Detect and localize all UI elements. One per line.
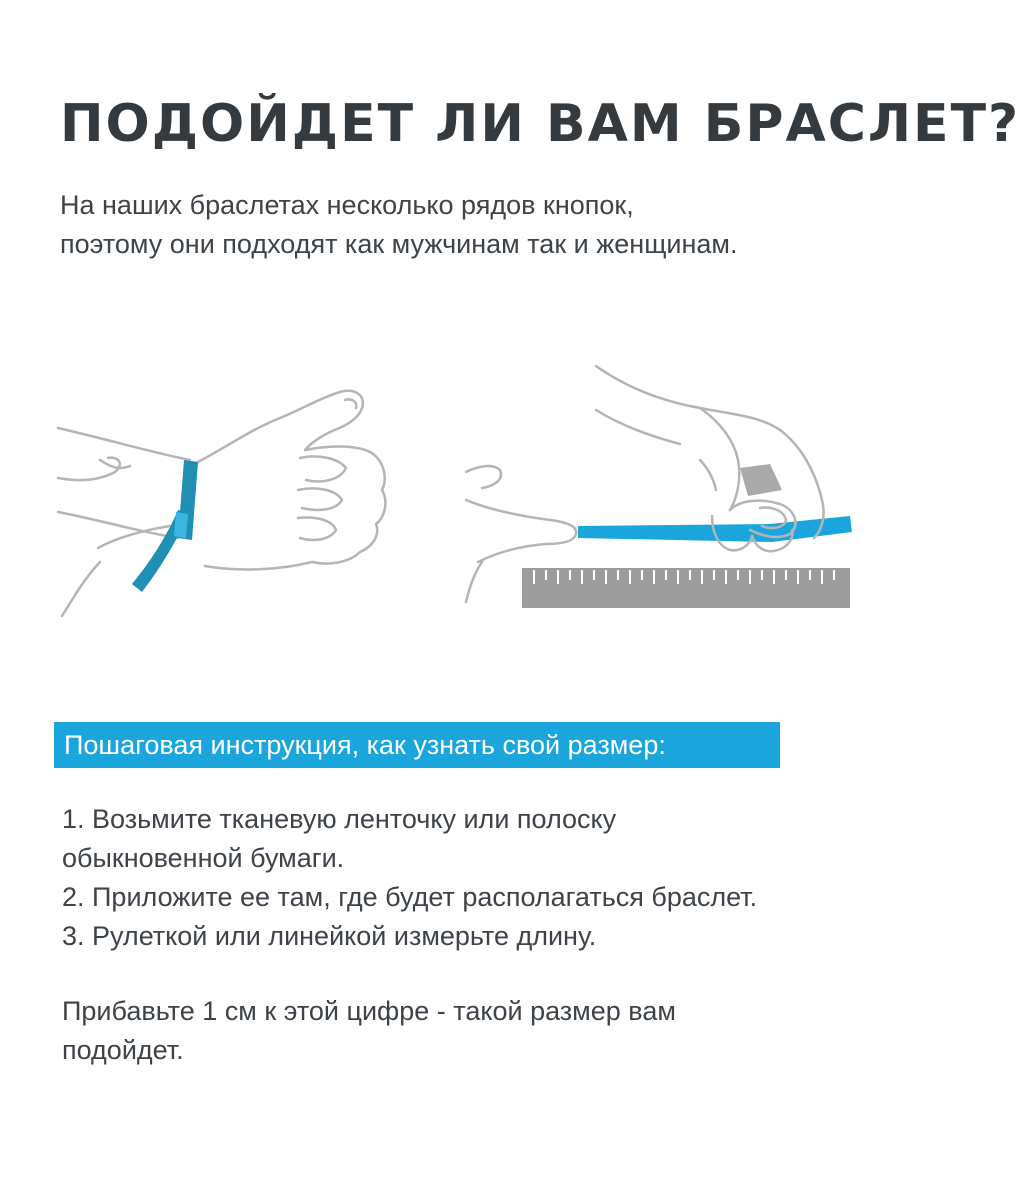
ruler-measure-icon [466,366,852,608]
note-line: подойдет. [62,1035,184,1065]
page-title: ПОДОЙДЕТ ЛИ ВАМ БРАСЛЕТ? [60,94,1020,154]
intro-text [60,186,860,264]
instruction-banner: Пошаговая инструкция, как узнать свой размер: [54,722,780,768]
intro-line: На наших браслетах несколько рядов кнопок, [60,190,634,220]
step-line: 2. Приложите ее там, где будет располагаться браслет. [62,882,758,912]
size-note [62,992,862,1070]
steps-list [62,800,862,956]
illustrations [0,340,900,640]
intro-line: поэтому они подходят как мужчинам так и женщинам. [60,229,738,259]
illustration-canvas [0,340,900,640]
wrist-measure-icon [58,391,385,616]
note-line: Прибавьте 1 см к этой цифре - такой размер вам [62,996,676,1026]
step-line: 1. Возьмите тканевую ленточку или полоску [62,804,617,834]
step-line: 3. Рулеткой или линейкой измерьте длину. [62,921,597,951]
step-line: обыкновенной бумаги. [62,843,345,873]
